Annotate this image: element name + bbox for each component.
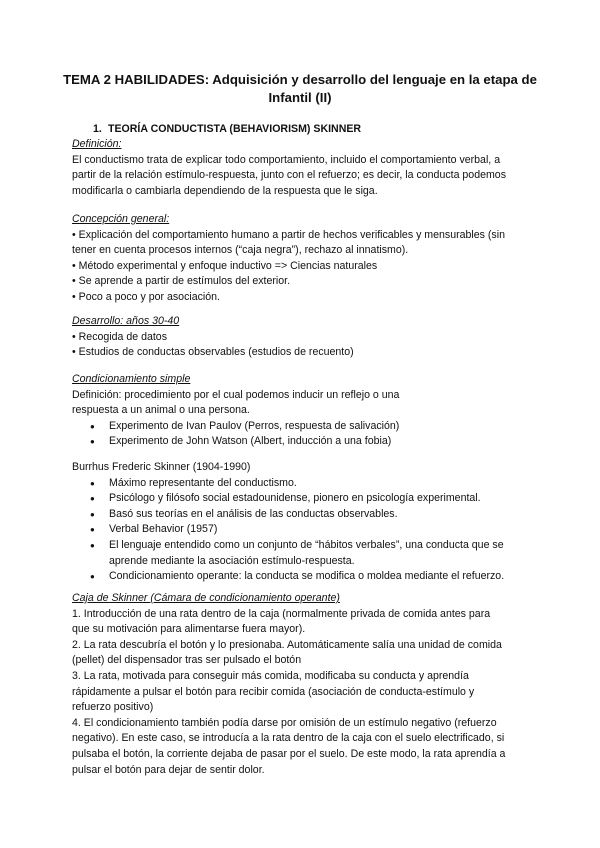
page-title: TEMA 2 HABILIDADES: Adquisición y desarrollo del lenguaje en la etapa de Infantil (II) — [63, 72, 537, 105]
caja-block — [72, 591, 538, 778]
paragraph-line: pulsar el botón para dejar de sentir dolor. — [72, 763, 265, 776]
paragraph-line: pulsaba el botón, la corriente dejaba de pasar por el suelo. De este modo, la rata aprendía a — [72, 747, 506, 760]
list-item: ● El lenguaje entendido como un conjunto de “hábitos verbales”, una conducta que se aprende mediante la asociación estímulo-respuesta. — [72, 538, 538, 569]
concepcion-label: Concepción general: — [72, 213, 170, 225]
section-heading — [93, 122, 361, 138]
paragraph-line: El conductismo trata de explicar todo comportamiento, incluido el comportamiento verbal, a — [72, 153, 501, 166]
paragraph-line: 4. El condicionamiento también podía darse por omisión de un estímulo negativo (refuerzo — [72, 716, 497, 729]
section-heading-text: TEORÍA CONDUCTISTA (BEHAVIORISM) SKINNER — [108, 123, 362, 135]
paragraph-line: refuerzo positivo) — [72, 701, 154, 714]
list-item: ● Experimento de John Watson (Albert, inducción a una fobia) — [72, 434, 538, 450]
paragraph-line: • Estudios de conductas observables (estudios de recuento) — [72, 346, 354, 359]
condicionamiento-block — [72, 372, 538, 450]
section-number: 1. — [93, 123, 102, 135]
paragraph-line: 2. La rata descubría el botón y lo presionaba. Automáticamente salía una unidad de comida — [72, 638, 502, 651]
list-item: ● Verbal Behavior (1957) — [72, 522, 538, 538]
desarrollo-label: Desarrollo: años 30-40 — [72, 315, 180, 327]
paragraph-line: rápidamente a pulsar el botón para recibir comida (asociación de conducta-estímulo y — [72, 685, 475, 698]
list-item: ● Basó sus teorías en el análisis de las conductas observables. — [72, 507, 538, 523]
list-item: ● Experimento de Ivan Paulov (Perros, respuesta de salivación) — [72, 419, 538, 435]
concepcion-block — [72, 212, 538, 306]
paragraph-line: 3. La rata, motivada para conseguir más comida, modificaba su conducta y aprendía — [72, 669, 469, 682]
experiment-list — [72, 419, 538, 450]
paragraph-line: (pellet) del dispensador tras ser pulsado el botón — [72, 654, 302, 667]
paragraph-line: que su motivación para alimentarse fuera mayor). — [72, 623, 306, 636]
skinner-label: Burrhus Frederic Skinner (1904-1990) — [72, 461, 251, 473]
paragraph-line: • Recogida de datos — [72, 330, 167, 343]
definicion-label: Definición: — [72, 138, 122, 150]
paragraph-line: • Se aprende a partir de estímulos del exterior. — [72, 275, 291, 288]
paragraph-line: negativo). En este caso, se introducía a la rata dentro de la caja con el suelo electrificado, si — [72, 732, 505, 745]
skinner-list — [72, 476, 538, 585]
definicion-block — [72, 137, 538, 199]
paragraph-line: • Explicación del comportamiento humano a partir de hechos verificables y mensurables (sin — [72, 228, 505, 241]
skinner-block — [72, 460, 538, 585]
paragraph-line: • Método experimental y enfoque inductivo => Ciencias naturales — [72, 259, 378, 272]
paragraph-line: • Poco a poco y por asociación. — [72, 290, 220, 303]
paragraph-line: Definición: procedimiento por el cual podemos inducir un reflejo o una — [72, 388, 400, 401]
paragraph-line: respuesta a un animal o una persona. — [72, 404, 250, 417]
list-item: ● Psicólogo y filósofo social estadounidense, pionero en psicología experimental. — [72, 491, 538, 507]
list-item: ● Máximo representante del conductismo. — [72, 476, 538, 492]
condicionamiento-label: Condicionamiento simple — [72, 373, 191, 385]
paragraph-line: 1. Introducción de una rata dentro de la caja (normalmente privada de comida antes para — [72, 607, 491, 620]
list-item: ● Condicionamiento operante: la conducta se modifica o moldea mediante el refuerzo. — [72, 569, 538, 585]
paragraph-line: tener en cuenta procesos internos (“caja negra”), rechazo al innatismo). — [72, 244, 409, 257]
paragraph-line: modificarla o cambiarla dependiendo de la respuesta que le siga. — [72, 184, 378, 197]
paragraph-line: partir de la relación estímulo-respuesta, junto con el refuerzo; es decir, la conducta podemos — [72, 169, 506, 182]
desarrollo-block — [72, 314, 538, 361]
caja-label: Caja de Skinner (Cámara de condicionamiento operante) — [72, 592, 340, 604]
